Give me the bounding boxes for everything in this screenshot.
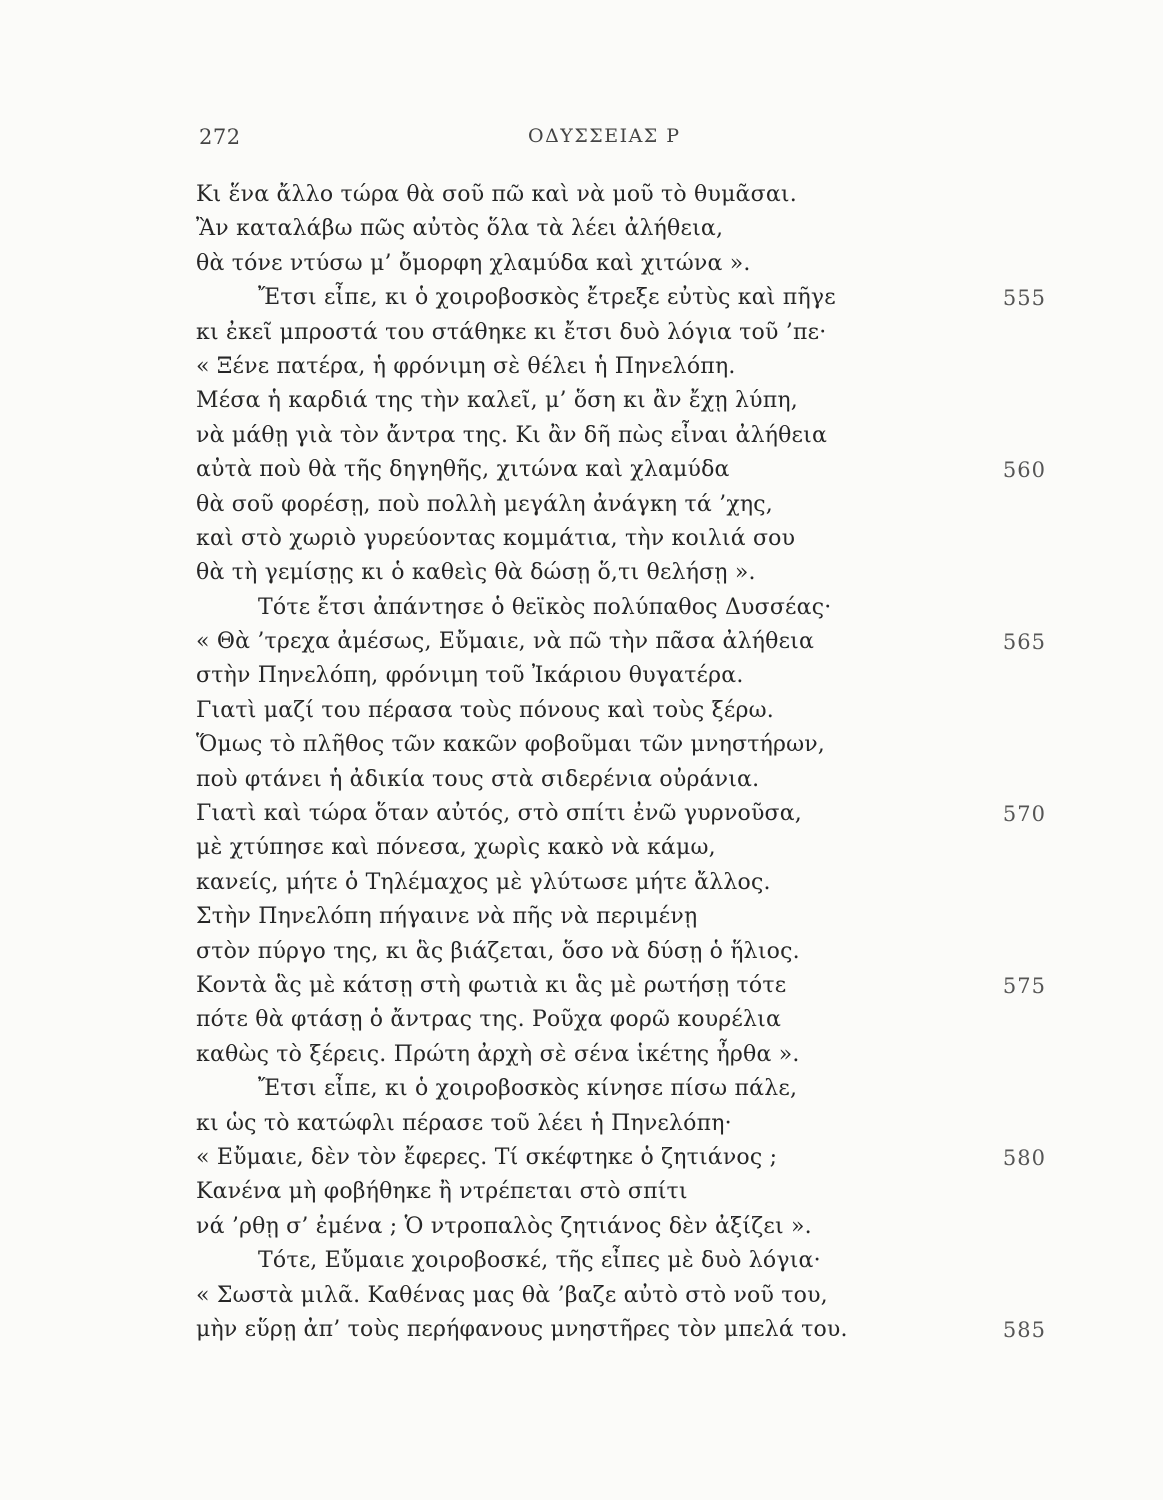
verse-text: στὴν Πηνελόπη, φρόνιμη τοῦ Ἰκάριου θυγατέρα. — [196, 663, 744, 689]
verse-text: Κανένα μὴ φοβήθηκε ἢ ντρέπεται στὸ σπίτι — [196, 1179, 688, 1205]
verse-line — [196, 1175, 1046, 1209]
verse-line — [196, 1313, 1046, 1347]
verse-block — [196, 178, 1046, 1347]
verse-line — [196, 866, 1046, 900]
verse-line — [196, 1072, 1046, 1106]
verse-line — [196, 659, 1046, 693]
verse-text: μὲ χτύπησε καὶ πόνεσα, χωρὶς κακὸ νὰ κάμω, — [196, 835, 716, 861]
line-number: 555 — [1002, 286, 1046, 311]
verse-text: στὸν πύργο της, κι ἃς βιάζεται, ὅσο νὰ δύσῃ ὁ ἥλιος. — [196, 938, 800, 964]
verse-line — [196, 1279, 1046, 1313]
verse-line — [196, 212, 1046, 246]
verse-text: νά ’ρθῃ σ’ ἐμένα ; Ὁ ντροπαλὸς ζητιάνος δὲν ἀξίζει ». — [196, 1213, 812, 1239]
line-number: 570 — [1002, 802, 1046, 827]
verse-text: « Εὔμαιε, δὲν τὸν ἔφερες. Τί σκέφτηκε ὁ ζητιάνος ; — [196, 1144, 778, 1170]
verse-line — [196, 556, 1046, 590]
verse-line — [196, 831, 1046, 865]
verse-text: Τότε, Εὔμαιε χοιροβοσκέ, τῆς εἶπες μὲ δυὸ λόγια· — [258, 1248, 821, 1274]
verse-text: Γιατὶ μαζί του πέρασα τοὺς πόνους καὶ τοὺς ξέρω. — [196, 697, 774, 723]
verse-text: κι ἐκεῖ μπροστά του στάθηκε κι ἔτσι δυὸ λόγια τοῦ ’πε· — [196, 319, 827, 345]
verse-text: Κι ἕνα ἄλλο τώρα θὰ σοῦ πῶ καὶ νὰ μοῦ τὸ θυμᾶσαι. — [196, 182, 797, 207]
verse-line — [196, 797, 1046, 831]
verse-line — [196, 694, 1046, 728]
verse-text: Στὴν Πηνελόπη πήγαινε νὰ πῆς νὰ περιμένῃ — [196, 904, 698, 930]
verse-line — [196, 591, 1046, 625]
line-number: 560 — [1002, 458, 1046, 483]
verse-line — [196, 1107, 1046, 1141]
verse-text: « Θὰ ’τρεχα ἀμέσως, Εὔμαιε, νὰ πῶ τὴν πᾶσα ἀλήθεια — [196, 629, 815, 655]
verse-text: θὰ τόνε ντύσω μ’ ὄμορφη χλαμύδα καὶ χιτώνα ». — [196, 250, 751, 276]
verse-text: κανείς, μήτε ὁ Τηλέμαχος μὲ γλύτωσε μήτε ἄλλος. — [196, 869, 771, 895]
verse-line — [196, 453, 1046, 487]
verse-text: θὰ τὴ γεμίσῃς κι ὁ καθεὶς θὰ δώσῃ ὅ,τι θελήσῃ ». — [196, 560, 756, 586]
verse-line — [196, 178, 1046, 212]
verse-text: Ὅμως τὸ πλῆθος τῶν κακῶν φοβοῦμαι τῶν μνηστήρων, — [196, 732, 825, 758]
verse-text: νὰ μάθῃ γιὰ τὸν ἄντρα της. Κι ἂν δῆ πὼς εἶναι ἀλήθεια — [196, 422, 828, 448]
verse-text: πότε θὰ φτάσῃ ὁ ἄντρας της. Ροῦχα φορῶ κουρέλια — [196, 1007, 782, 1033]
line-number: 585 — [1002, 1317, 1046, 1342]
verse-line — [196, 625, 1046, 659]
verse-text: θὰ σοῦ φορέσῃ, ποὺ πολλὴ μεγάλη ἀνάγκη τά ’χης, — [196, 491, 773, 517]
running-title: ΟΔΥΣΣΕΙΑΣ Ρ — [528, 125, 681, 147]
verse-line — [196, 1244, 1046, 1278]
verse-text: « Ξένε πατέρα, ἡ φρόνιμη σὲ θέλει ἡ Πηνελόπη. — [196, 353, 736, 379]
verse-text: Ἔτσι εἶπε, κι ὁ χοιροβοσκὸς κίνησε πίσω πάλε, — [258, 1076, 798, 1102]
verse-line — [196, 488, 1046, 522]
verse-text: ποὺ φτάνει ἡ ἀδικία τους στὰ σιδερένια οὐράνια. — [196, 766, 760, 792]
verse-line — [196, 522, 1046, 556]
verse-line — [196, 900, 1046, 934]
verse-text: καθὼς τὸ ξέρεις. Πρώτη ἀρχὴ σὲ σένα ἱκέτης ἦρθα ». — [196, 1041, 800, 1067]
verse-line — [196, 1003, 1046, 1037]
verse-text: κι ὡς τὸ κατώφλι πέρασε τοῦ λέει ἡ Πηνελόπη· — [196, 1110, 732, 1136]
verse-line — [196, 316, 1046, 350]
verse-text: καὶ στὸ χωριὸ γυρεύοντας κομμάτια, τὴν κοιλιά σου — [196, 525, 796, 551]
verse-text: Κοντὰ ἃς μὲ κάτσῃ στὴ φωτιὰ κι ἃς μὲ ρωτήσῃ τότε — [196, 972, 787, 998]
line-number: 565 — [1002, 630, 1046, 655]
verse-text: Ἂν καταλάβω πῶς αὐτὸς ὅλα τὰ λέει ἀλήθεια, — [196, 216, 724, 242]
line-number: 580 — [1002, 1145, 1046, 1170]
page-header — [0, 118, 1163, 158]
verse-line — [196, 935, 1046, 969]
verse-line — [196, 281, 1046, 315]
verse-line — [196, 350, 1046, 384]
verse-line — [196, 1141, 1046, 1175]
verse-line — [196, 247, 1046, 281]
verse-text: Μέσα ἡ καρδιά της τὴν καλεῖ, μ’ ὅση κι ἂν ἔχῃ λύπη, — [196, 388, 798, 414]
verse-text: αὐτὰ ποὺ θὰ τῆς δηγηθῆς, χιτώνα καὶ χλαμύδα — [196, 457, 730, 483]
verse-line — [196, 763, 1046, 797]
verse-line — [196, 419, 1046, 453]
verse-line — [196, 1210, 1046, 1244]
verse-line — [196, 969, 1046, 1003]
verse-text: μὴν εὕρῃ ἀπ’ τοὺς περήφανους μνηστῆρες τὸν μπελά του. — [196, 1316, 848, 1342]
page-number: 272 — [199, 125, 241, 149]
line-number: 575 — [1002, 973, 1046, 998]
verse-text: « Σωστὰ μιλᾶ. Καθένας μας θὰ ’βαζε αὐτὸ στὸ νοῦ του, — [196, 1282, 828, 1308]
verse-text: Ἔτσι εἶπε, κι ὁ χοιροβοσκὸς ἔτρεξε εὐτὺς καὶ πῆγε — [258, 285, 836, 311]
verse-line — [196, 728, 1046, 762]
verse-line — [196, 384, 1046, 418]
verse-line — [196, 1038, 1046, 1072]
verse-text: Τότε ἔτσι ἀπάντησε ὁ θεϊκὸς πολύπαθος Δυσσέας· — [258, 594, 832, 620]
verse-text: Γιατὶ καὶ τώρα ὅταν αὐτός, στὸ σπίτι ἐνῶ γυρνοῦσα, — [196, 801, 802, 827]
